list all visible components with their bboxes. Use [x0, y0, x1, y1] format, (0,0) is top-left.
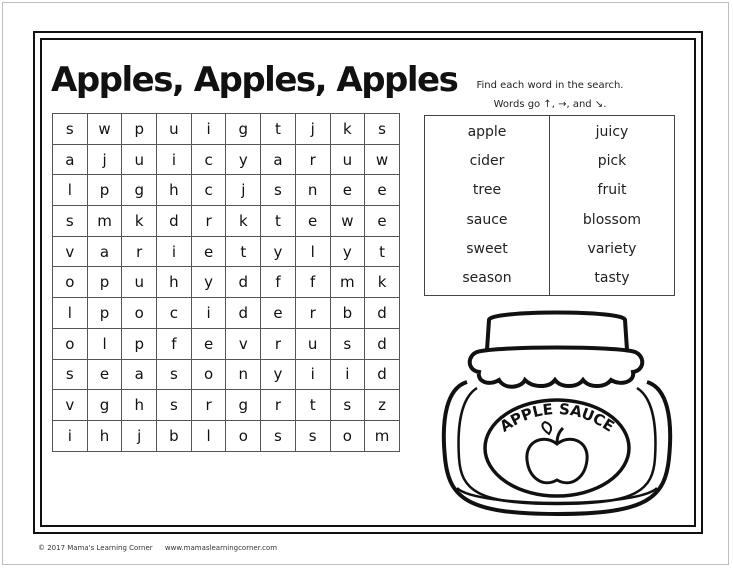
grid-cell: l: [87, 328, 122, 359]
word-search-grid: [52, 113, 400, 452]
grid-cell: o: [53, 267, 88, 298]
grid-cell: j: [226, 175, 261, 206]
grid-cell: t: [365, 236, 400, 267]
copyright-text: © 2017 Mama's Learning Corner: [38, 544, 153, 552]
word-item: pick: [597, 153, 627, 170]
grid-row: [53, 328, 400, 359]
grid-cell: s: [157, 390, 192, 421]
word-item: tasty: [594, 269, 630, 286]
grid-cell: i: [295, 359, 330, 390]
grid-cell: g: [122, 175, 157, 206]
grid-cell: u: [157, 114, 192, 145]
grid-cell: i: [191, 114, 226, 145]
grid-cell: r: [261, 328, 296, 359]
word-item: apple: [467, 124, 507, 140]
grid-row: [53, 420, 400, 451]
jar-label-text: APPLE SAUCE: [496, 399, 618, 436]
grid-cell: r: [295, 298, 330, 329]
grid-cell: d: [226, 298, 261, 329]
grid-cell: h: [122, 390, 157, 421]
grid-cell: f: [295, 267, 330, 298]
grid-cell: s: [53, 114, 88, 145]
website-link[interactable]: www.mamaslearningcorner.com: [164, 544, 278, 552]
grid-cell: y: [330, 236, 365, 267]
grid-cell: s: [157, 359, 192, 390]
grid-row: [53, 267, 400, 298]
grid-cell: z: [365, 390, 400, 421]
grid-cell: w: [330, 206, 365, 237]
grid-cell: s: [295, 420, 330, 451]
grid-cell: v: [53, 236, 88, 267]
grid-cell: g: [226, 114, 261, 145]
grid-cell: t: [226, 236, 261, 267]
grid-cell: i: [191, 298, 226, 329]
grid-cell: s: [365, 114, 400, 145]
grid-cell: j: [295, 114, 330, 145]
grid-cell: u: [295, 328, 330, 359]
grid-cell: r: [191, 206, 226, 237]
grid-cell: b: [330, 298, 365, 329]
grid-cell: s: [53, 359, 88, 390]
word-item: cider: [469, 153, 505, 170]
grid-cell: a: [122, 359, 157, 390]
apple-icon: [527, 439, 587, 483]
grid-cell: i: [157, 144, 192, 175]
grid-cell: s: [330, 390, 365, 421]
grid-row: [53, 144, 400, 175]
grid-cell: n: [226, 359, 261, 390]
word-item: variety: [587, 240, 637, 257]
grid-row: [53, 236, 400, 267]
grid-cell: e: [365, 206, 400, 237]
grid-cell: d: [157, 206, 192, 237]
word-list-box: [424, 115, 675, 296]
grid-cell: p: [122, 328, 157, 359]
word-item: season: [462, 269, 512, 286]
grid-cell: c: [157, 298, 192, 329]
grid-cell: e: [191, 236, 226, 267]
instructions-line-2: Words go ↑, →, and ↘.: [493, 99, 607, 110]
word-item: blossom: [582, 211, 642, 228]
grid-cell: m: [87, 206, 122, 237]
grid-cell: e: [295, 206, 330, 237]
grid-cell: m: [330, 267, 365, 298]
grid-cell: f: [261, 267, 296, 298]
page-title: Apples, Apples, Apples: [51, 60, 458, 100]
word-item: tree: [472, 182, 502, 199]
grid-cell: e: [261, 298, 296, 329]
grid-row: [53, 206, 400, 237]
grid-cell: k: [226, 206, 261, 237]
grid-row: [53, 114, 400, 145]
grid-cell: t: [261, 206, 296, 237]
grid-cell: y: [261, 236, 296, 267]
grid-cell: s: [330, 328, 365, 359]
word-item: juicy: [595, 124, 629, 140]
grid-cell: p: [87, 267, 122, 298]
grid-cell: i: [53, 420, 88, 451]
grid-cell: h: [157, 267, 192, 298]
grid-cell: j: [87, 144, 122, 175]
grid-row: [53, 359, 400, 390]
word-list-left: [425, 116, 550, 295]
grid-cell: r: [191, 390, 226, 421]
word-item: sweet: [466, 240, 508, 257]
grid-cell: h: [157, 175, 192, 206]
word-item: fruit: [597, 182, 627, 199]
footer: [38, 544, 287, 552]
grid-cell: g: [226, 390, 261, 421]
grid-cell: l: [191, 420, 226, 451]
grid-cell: p: [87, 298, 122, 329]
word-list-right: [550, 116, 674, 295]
grid-cell: s: [261, 420, 296, 451]
grid-cell: u: [330, 144, 365, 175]
grid-cell: d: [226, 267, 261, 298]
grid-cell: d: [365, 298, 400, 329]
grid-cell: p: [122, 114, 157, 145]
grid-row: [53, 390, 400, 421]
grid-cell: l: [53, 175, 88, 206]
grid-cell: i: [157, 236, 192, 267]
grid-cell: o: [53, 328, 88, 359]
grid-cell: n: [295, 175, 330, 206]
grid-cell: m: [365, 420, 400, 451]
grid-cell: o: [226, 420, 261, 451]
grid-cell: t: [295, 390, 330, 421]
grid-cell: a: [87, 236, 122, 267]
grid-cell: y: [261, 359, 296, 390]
grid-cell: y: [191, 267, 226, 298]
instructions-line-1: Find each word in the search.: [476, 80, 624, 91]
grid-cell: l: [295, 236, 330, 267]
grid-cell: i: [330, 359, 365, 390]
grid-cell: k: [330, 114, 365, 145]
grid-cell: a: [261, 144, 296, 175]
grid-cell: f: [157, 328, 192, 359]
grid-row: [53, 298, 400, 329]
grid-cell: e: [191, 328, 226, 359]
grid-cell: r: [122, 236, 157, 267]
grid-cell: e: [87, 359, 122, 390]
grid-cell: s: [53, 206, 88, 237]
grid-cell: s: [261, 175, 296, 206]
grid-cell: j: [122, 420, 157, 451]
grid-cell: w: [87, 114, 122, 145]
grid-cell: v: [53, 390, 88, 421]
jar-lid-rim: [470, 348, 643, 387]
grid-cell: u: [122, 144, 157, 175]
grid-cell: r: [295, 144, 330, 175]
grid-cell: c: [191, 144, 226, 175]
grid-cell: d: [365, 328, 400, 359]
grid-cell: y: [226, 144, 261, 175]
grid-cell: g: [87, 390, 122, 421]
grid-cell: l: [53, 298, 88, 329]
grid-cell: r: [261, 390, 296, 421]
word-item: sauce: [466, 211, 508, 228]
grid-cell: h: [87, 420, 122, 451]
grid-cell: e: [365, 175, 400, 206]
grid-cell: t: [261, 114, 296, 145]
grid-cell: w: [365, 144, 400, 175]
grid-cell: a: [53, 144, 88, 175]
grid-row: [53, 175, 400, 206]
grid-cell: u: [122, 267, 157, 298]
grid-cell: c: [191, 175, 226, 206]
grid-cell: e: [330, 175, 365, 206]
grid-cell: o: [122, 298, 157, 329]
grid-cell: o: [191, 359, 226, 390]
grid-cell: o: [330, 420, 365, 451]
grid-cell: b: [157, 420, 192, 451]
grid-cell: p: [87, 175, 122, 206]
applesauce-jar-illustration: [437, 308, 677, 523]
grid-cell: k: [365, 267, 400, 298]
grid-cell: d: [365, 359, 400, 390]
grid-cell: v: [226, 328, 261, 359]
grid-cell: k: [122, 206, 157, 237]
